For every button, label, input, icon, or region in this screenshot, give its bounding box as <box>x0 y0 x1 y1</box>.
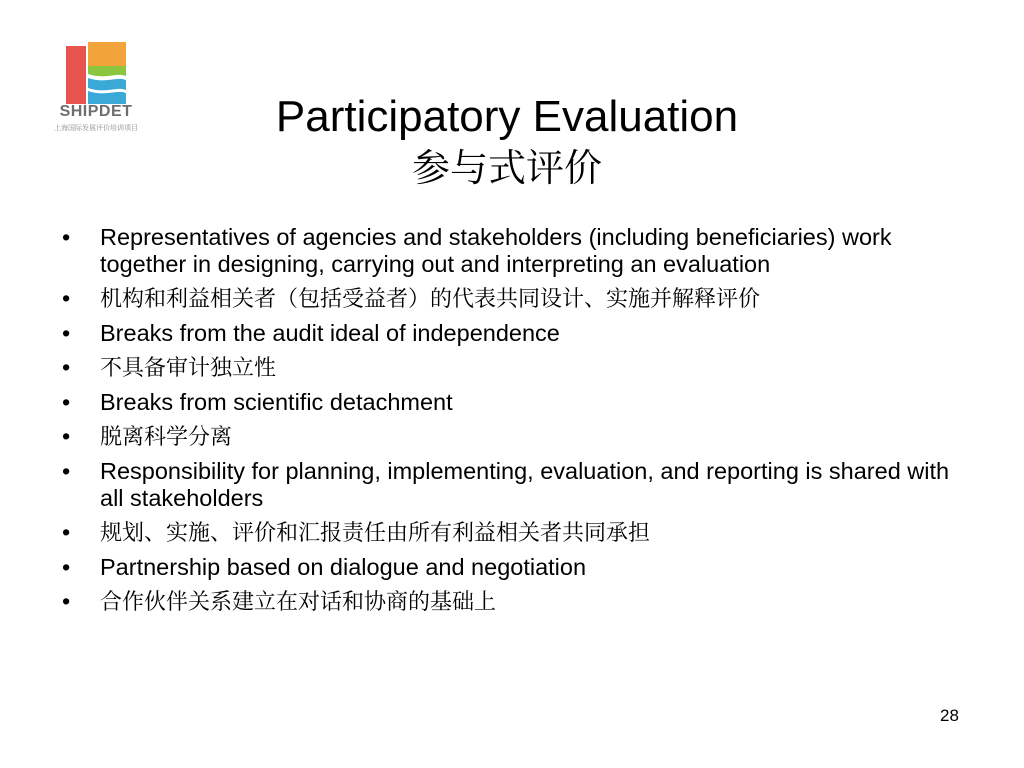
bullet-icon: • <box>62 554 71 580</box>
bullet-item <box>62 354 962 382</box>
slide-subtitle: 参与式评价 <box>411 146 602 190</box>
bullet-item <box>62 554 962 581</box>
logo-name: SHIPDET <box>59 103 133 120</box>
page-number: 28 <box>940 706 959 725</box>
bullet-text: 脱离科学分离 <box>100 425 233 450</box>
bullet-text: Representatives of agencies and stakeholders (including beneficiaries) work together in designing, carrying out and interpreting an evaluation <box>100 224 892 277</box>
logo-wave-green <box>88 66 126 76</box>
bullet-icon: • <box>62 519 71 545</box>
slide-title: Participatory Evaluation <box>275 92 739 141</box>
bullet-icon: • <box>62 285 71 311</box>
bullet-item <box>62 320 962 347</box>
bullet-text: Breaks from the audit ideal of independence <box>100 320 560 346</box>
logo-block-orange <box>88 42 126 66</box>
bullet-icon: • <box>62 354 71 380</box>
bullet-icon: • <box>62 320 71 346</box>
bullet-icon: • <box>62 458 71 484</box>
bullet-icon: • <box>62 423 71 449</box>
bullet-text: 合作伙伴关系建立在对话和协商的基础上 <box>100 590 497 615</box>
bullet-item <box>62 458 962 512</box>
bullet-item <box>62 588 962 616</box>
bullet-item <box>62 389 962 416</box>
bullet-icon: • <box>62 224 71 250</box>
bullet-list <box>62 224 962 623</box>
bullet-text: Responsibility for planning, implementing, evaluation, and reporting is shared with all stakeholders <box>100 458 950 511</box>
bullet-text: 规划、实施、评价和汇报责任由所有利益相关者共同承担 <box>100 521 651 546</box>
bullet-text: 不具备审计独立性 <box>100 356 277 381</box>
bullet-item <box>62 423 962 451</box>
bullet-text: Breaks from scientific detachment <box>100 389 453 415</box>
bullet-text: Partnership based on dialogue and negotiation <box>100 554 587 580</box>
bullet-icon: • <box>62 588 71 614</box>
logo-subtitle: 上海国际发展评价培训项目 <box>54 124 138 132</box>
bullet-item <box>62 519 962 547</box>
bullet-text: 机构和利益相关者（包括受益者）的代表共同设计、实施并解释评价 <box>100 287 761 312</box>
bullet-item <box>62 224 962 278</box>
bullet-item <box>62 285 962 313</box>
bullet-icon: • <box>62 389 71 415</box>
